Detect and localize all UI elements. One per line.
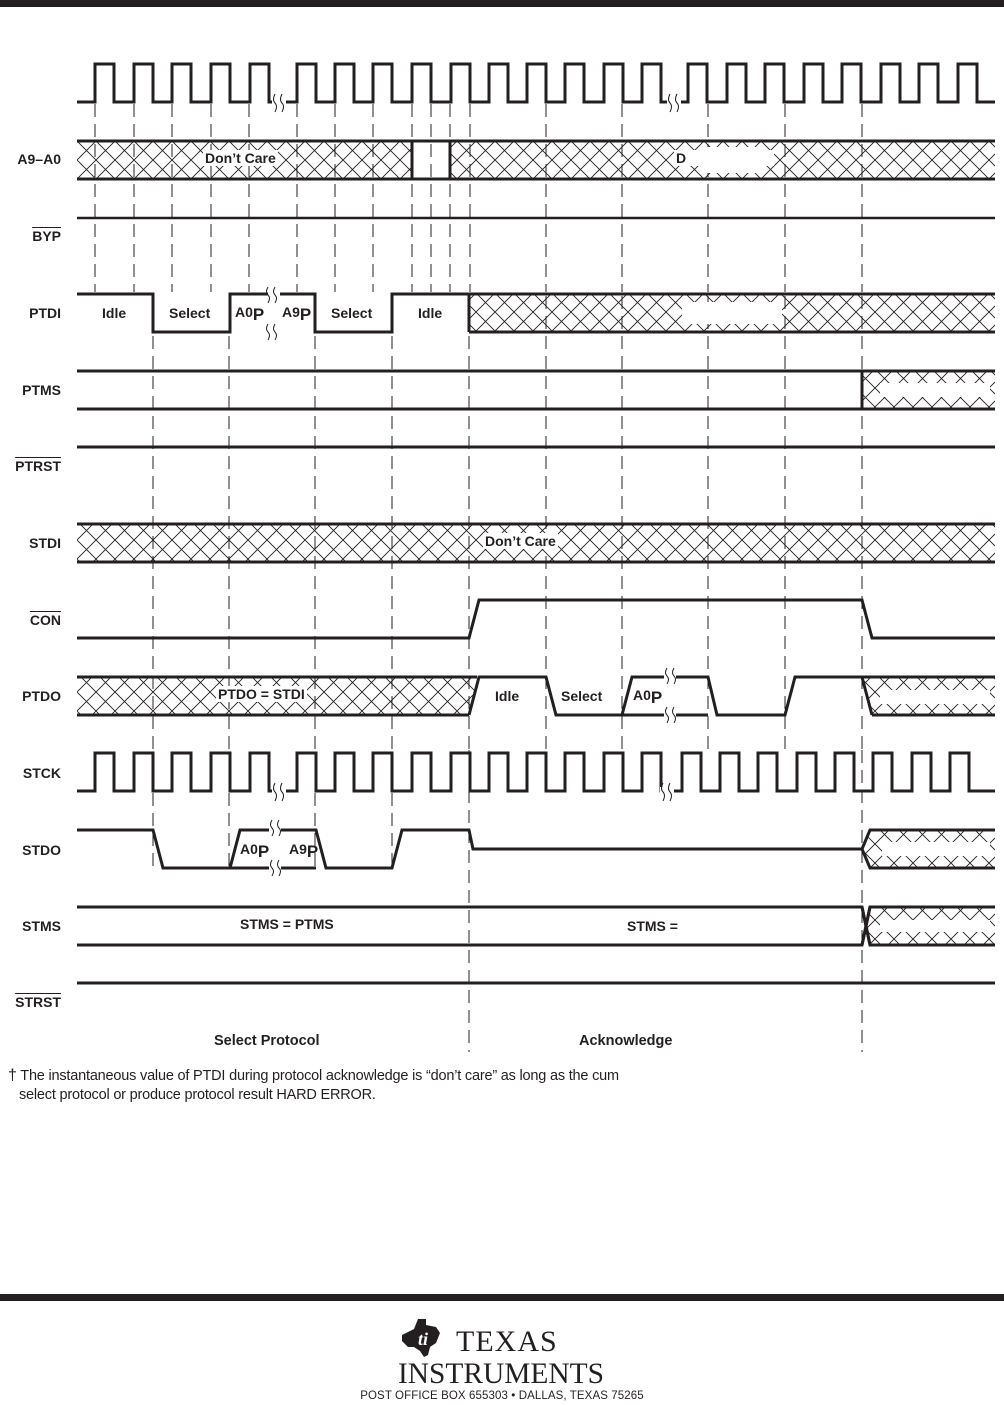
a9a0-dont-care-label: Don’t Care xyxy=(205,150,276,166)
ptdi-idle-2-label: Idle xyxy=(418,305,443,321)
ptdi-hatch-gap xyxy=(682,302,782,324)
signal-label-strst: STRST xyxy=(15,994,61,1010)
footer-address xyxy=(0,1390,1004,1402)
stms-wave-a xyxy=(77,907,995,945)
stms-eq-ptms-label: STMS = PTMS xyxy=(240,916,334,932)
footnote-line-1: The instantaneous value of PTDI during protocol acknowledge is “don’t care” as long as the cum xyxy=(20,1068,619,1084)
signal-label-stdi: STDI xyxy=(29,535,61,551)
signal-label-stck: STCK xyxy=(22,765,61,781)
con-wave xyxy=(77,600,995,638)
address-bullet: • xyxy=(511,1390,516,1402)
ptdi-select-2-label: Select xyxy=(331,305,373,321)
ti-logo xyxy=(398,1311,608,1387)
stdo-a0p-label: A0P xyxy=(240,841,270,861)
ptdo-a0p-label: A0P xyxy=(633,687,663,707)
signal-label-a9-a0: A9–A0 xyxy=(17,151,61,167)
footnote xyxy=(8,1066,708,1105)
signal-label-ptrst: PTRST xyxy=(15,458,61,474)
svg-text:ti: ti xyxy=(418,1329,429,1349)
stms-eq-label: STMS = xyxy=(627,918,678,934)
ptdo-select-label: Select xyxy=(561,688,603,704)
ptdi-select-label: Select xyxy=(169,305,211,321)
ptdo-hatch-gap xyxy=(880,690,990,704)
ptdi-a0p-label: A0P xyxy=(235,304,265,324)
stms-hatch-gap xyxy=(880,920,990,932)
signal-label-con: $\overline{CON}$ xyxy=(29,612,61,628)
signal-label-byp: $\overline{BYP}$ xyxy=(32,228,61,244)
signal-label-stms: STMS xyxy=(22,918,61,934)
signal-label-ptms: PTMS xyxy=(22,382,61,398)
ptdi-a9p-label: A9P xyxy=(282,304,312,324)
signal-label-stdo: STDO xyxy=(22,842,61,858)
timing-gridlines xyxy=(95,104,862,1052)
address-city: DALLAS, TEXAS 75265 xyxy=(518,1390,644,1402)
signal-label-ptdo: PTDO xyxy=(22,688,61,704)
logo-instruments: INSTRUMENTS xyxy=(398,1357,604,1387)
stms-wave-b xyxy=(77,907,995,945)
ptms-hatch-gap xyxy=(880,383,990,397)
ptdi-idle-label: Idle xyxy=(102,305,127,321)
stck-wave xyxy=(77,753,995,791)
clock-top-wave xyxy=(77,64,995,102)
stdo-hatch-gap xyxy=(882,842,990,856)
phase-label-acknowledge: Acknowledge xyxy=(579,1033,673,1049)
address-po-box: POST OFFICE BOX 655303 xyxy=(360,1390,508,1402)
a9a0-right-label: D xyxy=(674,150,774,166)
signal-label-ptdi: PTDI xyxy=(29,305,61,321)
stdo-a9p-label: A9P xyxy=(289,841,319,861)
ptdo-idle-label: Idle xyxy=(495,688,520,704)
stdi-dont-care-label: Don’t Care xyxy=(485,533,556,549)
footnote-line-2: select protocol or produce protocol result HARD ERROR. xyxy=(19,1087,376,1103)
ptdo-eq-stdi-label: PTDO = STDI xyxy=(218,686,305,702)
footnote-dagger: † xyxy=(8,1067,17,1084)
bottom-rule xyxy=(0,1294,1004,1301)
logo-texas: TEXAS xyxy=(456,1325,558,1358)
phase-label-select-protocol: Select Protocol xyxy=(214,1033,320,1049)
